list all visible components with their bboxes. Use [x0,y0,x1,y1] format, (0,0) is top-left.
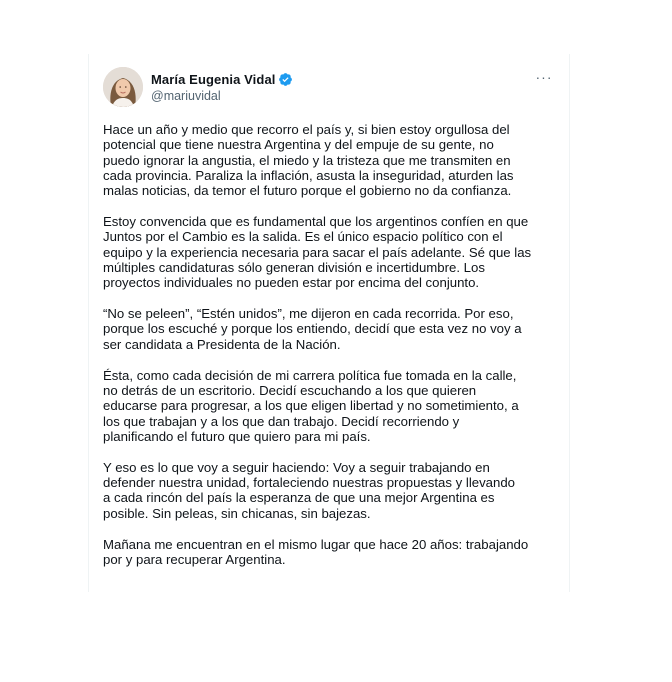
tweet-line: a cada rincón del país la esperanza de que una mejor Argentina es [103,490,495,506]
tweet-line: Hace un año y medio que recorro el país y, si bien estoy orgullosa del [103,122,510,137]
tweet-line: equipo y la experiencia necesaria para sacar el país adelante. Sé que las [103,244,532,260]
tweet-card [88,54,570,592]
tweet-line: planificando el futuro que quiero para mi país. [103,428,371,444]
more-options-icon[interactable]: ··· [535,69,553,85]
tweet-line: “No se peleen”, “Estén unidos”, me dijeron en cada recorrida. Por eso, [103,306,514,322]
tweet-line: los que trabajan y a los que dan trabajo. Decidí recorriendo y [103,413,460,429]
tweet-paragraph [103,214,555,290]
tweet-line: por y para recuperar Argentina. [103,551,286,567]
avatar[interactable] [103,67,143,107]
tweet-line: múltiples candidaturas sólo generan división e incertidumbre. Los [103,259,485,275]
author-names [151,70,293,103]
tweet-line: porque los escuché y porque los entiendo, decidí que esta vez no voy a [103,321,522,337]
verified-badge-icon [278,72,293,87]
tweet-line: cada provincia. Paraliza la inflación, asusta la inseguridad, aturden las [103,167,514,183]
tweet-paragraph [103,537,555,568]
tweet-line: Estoy convencida que es fundamental que los argentinos confíen en que [103,214,529,230]
author-handle[interactable]: @mariuvidal [151,89,221,103]
tweet-line: proyectos individuales no pueden estar por encima del conjunto. [103,275,480,291]
tweet-line: puedo ignorar la angustia, el miedo y la tristeza que me transmiten en [103,152,511,168]
tweet-line: educarse para progresar, a los que eligen libertad y no sometimiento, a [103,398,519,414]
tweet-line: Mañana me encuentran en el mismo lugar que hace 20 años: trabajando [103,536,529,552]
tweet-line: defender nuestra unidad, fortaleciendo nuestras propuestas y llevando [103,475,516,491]
tweet-paragraph [103,122,555,198]
tweet-header [103,67,557,111]
tweet-paragraph [103,306,555,352]
tweet-line: Y eso es lo que voy a seguir haciendo: Voy a seguir trabajando en [103,459,490,475]
display-name[interactable]: María Eugenia Vidal [151,71,276,87]
tweet-paragraph [103,460,555,521]
tweet-paragraph [103,368,555,444]
tweet-line: malas noticias, da temor el futuro porque el gobierno no da confianza. [103,183,512,199]
tweet-text [103,122,555,583]
tweet-line: potencial que tiene nuestra Argentina y del empuje de su gente, no [103,137,494,153]
tweet-line: Ésta, como cada decisión de mi carrera política fue tomada en la calle, [103,367,517,383]
tweet-line: Juntos por el Cambio es la salida. Es el único espacio político con el [103,229,503,245]
tweet-line: no detrás de un escritorio. Decidí escuchando a los que quieren [103,382,477,398]
display-name-row [151,70,293,88]
tweet-line: ser candidata a Presidenta de la Nación. [103,336,341,352]
tweet-line: posible. Sin peleas, sin chicanas, sin bajezas. [103,505,371,521]
